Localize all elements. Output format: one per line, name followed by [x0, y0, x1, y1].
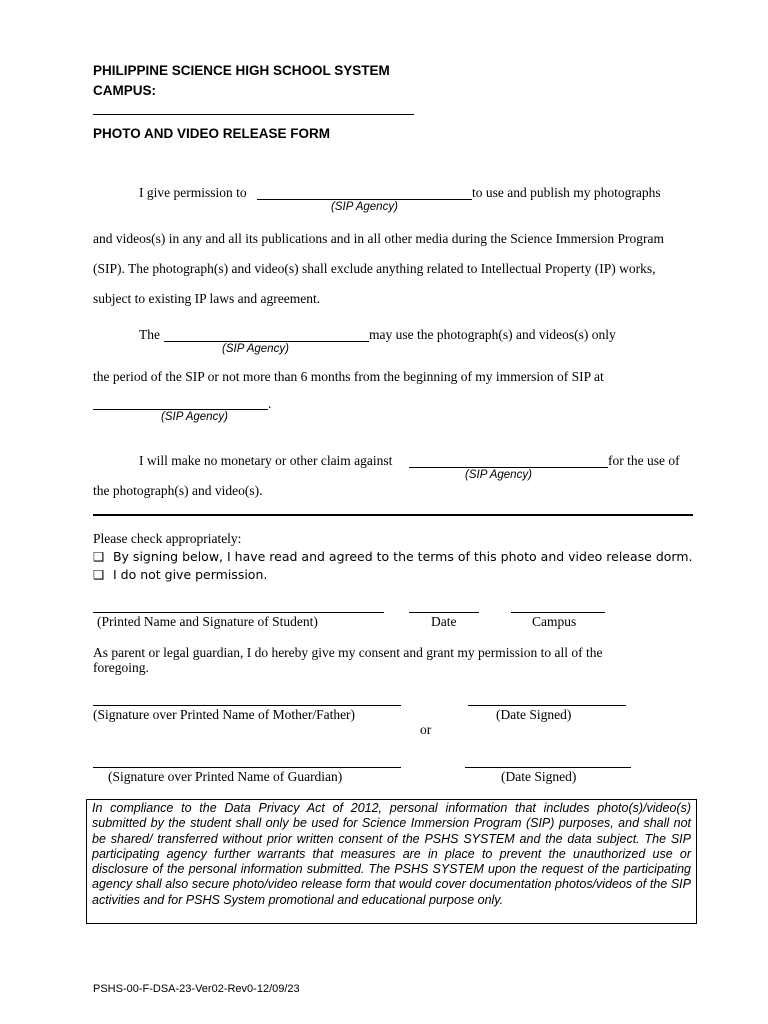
para1-agency-blank[interactable] — [257, 199, 472, 200]
para3-line1-start: I will make no monetary or other claim against — [139, 453, 393, 468]
student-date-line[interactable] — [409, 612, 479, 613]
checkbox-decline-icon[interactable]: ❑ — [93, 567, 105, 582]
student-campus-caption: Campus — [532, 614, 577, 629]
para2-agency-caption: (SIP Agency) — [222, 343, 289, 355]
para2-line1-end: may use the photograph(s) and videos(s) only — [369, 327, 616, 342]
para1-agency-caption: (SIP Agency) — [331, 201, 398, 213]
parent-date-line[interactable] — [468, 705, 626, 706]
parent-signature-caption: (Signature over Printed Name of Mother/Father) — [93, 707, 356, 722]
parent-signature-line[interactable] — [93, 705, 401, 706]
para1-line2: and videos(s) in any and all its publications and in all other media during the Science Immersion Program — [93, 231, 664, 246]
option-decline-label: I do not give permission. — [112, 567, 268, 582]
option-decline-row[interactable] — [93, 567, 267, 582]
institution-title: PHILIPPINE SCIENCE HIGH SCHOOL SYSTEM — [93, 63, 390, 78]
para1-line4: subject to existing IP laws and agreement. — [93, 291, 321, 306]
para3-agency-blank[interactable] — [409, 467, 608, 468]
para2-line3-end: . — [268, 396, 272, 411]
privacy-notice-box — [86, 799, 697, 924]
para1-line1-start: I give permission to — [139, 185, 247, 200]
para3-agency-caption: (SIP Agency) — [465, 469, 532, 481]
option-agree-row[interactable] — [93, 549, 692, 564]
checkbox-agree-icon[interactable]: ❑ — [93, 549, 105, 564]
para1-line3: (SIP). The photograph(s) and video(s) shall exclude anything related to Intellectual Property (IP) works, — [93, 261, 656, 276]
para1-line1-end: to use and publish my photographs — [472, 185, 661, 200]
student-name-caption: (Printed Name and Signature of Student) — [97, 614, 318, 629]
or-text: or — [420, 722, 432, 737]
guardian-statement-cont: foregoing. — [93, 660, 149, 675]
form-code: PSHS-00-F-DSA-23-Ver02-Rev0-12/09/23 — [93, 983, 300, 995]
para2-line1-start: The — [139, 327, 160, 342]
guardian-signature-line[interactable] — [93, 767, 401, 768]
para2-agency-caption-2: (SIP Agency) — [161, 411, 228, 423]
guardian-statement: As parent or legal guardian, I do hereby give my consent and grant my permission to all of the — [93, 645, 603, 660]
guardian-date-line[interactable] — [465, 767, 631, 768]
guardian-date-caption: (Date Signed) — [501, 769, 577, 784]
para2-line2: the period of the SIP or not more than 6 months from the beginning of my immersion of SIP at — [93, 369, 604, 384]
student-campus-line[interactable] — [511, 612, 605, 613]
student-signature-line[interactable] — [93, 612, 384, 613]
campus-field-line[interactable] — [93, 114, 414, 115]
guardian-signature-caption: (Signature over Printed Name of Guardian) — [108, 769, 343, 784]
form-title: PHOTO AND VIDEO RELEASE FORM — [93, 126, 331, 141]
privacy-notice-text: In compliance to the Data Privacy Act of 2012, personal information that includes photo(s)/video(s) submitted by the student shall only be used for Science Immersion Program (SIP) purposes, and shall not be shared/ transferred without prior written consent of the PSHS SYSTEM and the data subject. The SIP participating agency further warrants that measures are in place to prevent the unauthorized use or disclosure of the personal information submitted. The PSHS SYSTEM upon the request of the participating agency shall also secure photo/video release form that would cover documentation photos/videos of the SIP activities and for PSHS System promotional and educational purpose only. — [92, 801, 691, 907]
para3-line2: the photograph(s) and video(s). — [93, 483, 263, 498]
campus-label: CAMPUS: — [93, 83, 156, 98]
para3-line1-end: for the use of — [608, 453, 680, 468]
option-agree-label: By signing below, I have read and agreed to the terms of this photo and video release dorm. — [112, 549, 693, 564]
parent-date-caption: (Date Signed) — [496, 707, 572, 722]
para2-agency-blank[interactable] — [164, 341, 369, 342]
check-instruction: Please check appropriately: — [93, 531, 242, 546]
student-date-caption: Date — [431, 614, 457, 629]
section-divider — [93, 514, 693, 516]
para2-agency-blank-2[interactable] — [93, 409, 268, 410]
